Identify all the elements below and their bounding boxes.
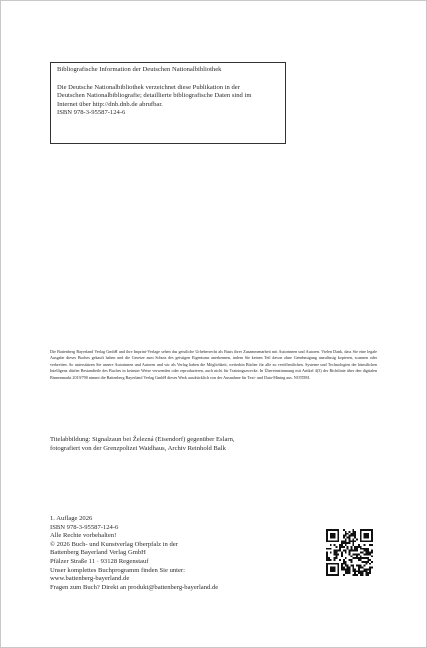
- dnb-line: Internet über http://dnb.dnb.de abrufbar.: [57, 100, 163, 108]
- rights: Alle Rechte vorbehalten!: [50, 532, 117, 540]
- imprint-block: [50, 515, 320, 592]
- publisher-address: Pfälzer Straße 11 · 93128 Regenstauf: [50, 557, 149, 565]
- qr-code-icon: [326, 529, 373, 576]
- publisher-name: Battenberg Bayerland Verlag GmbH: [50, 549, 146, 557]
- copyright-notice: Die Battenberg Bayerland Verlag GmbH und ihre Imprint-Verlage sehen das geistliche Urheberrecht als Basis ihrer Zusammenarbeit mit Autorinnen und Autoren. Vielen Dank, dass Sie eine legale Ausgabe dieses Buches gekauft haben und die Gesetze zum Schutz des geistigen Eigentums anerkennen, indem Sie keinen Teil davon ohne Genehmigung unzulässig kopieren, scannen oder verbreiten. So unterstützen Sie unsere Autorinnen und Autoren und wir als Verlag haben die Möglichkeit, weiterhin Bücher für alle zu veröffentlichen. Systeme und Technologien der künstlichen Intelligenz dürfen Bestandteile des Buches in keinster Weise verwenden oder reproduzieren, auch nicht für Trainingszwecke. In Übereinstimmung mit Artikel 4(3) der Richtlinie über den digitalen Binnenmarkt 2019/790 nimmt die Battenberg Bayerland Verlag GmbH dieses Werk ausdrücklich von der Ausnahme für Text- und Data-Mining aus. NOTDM.: [50, 349, 377, 380]
- cover-caption: [50, 436, 380, 454]
- dnb-line: Deutschen Nationalbibliografie; detaillierte bibliografische Daten sind im: [57, 92, 252, 100]
- dnb-info-box: [50, 62, 286, 144]
- dnb-body: [57, 84, 280, 118]
- dnb-title: Bibliografische Information der Deutschen Nationalbibliothek: [57, 66, 222, 73]
- contact-email[interactable]: Fragen zum Buch? Direkt an produkt@battenberg-bayerland.de: [50, 583, 219, 591]
- catalog-note: Unser komplettes Buchprogramm finden Sie unter:: [50, 566, 185, 574]
- dnb-isbn: ISBN 978-3-95587-124-6: [57, 109, 126, 117]
- cover-caption-line: Titelabbildung: Signalzaun bei Železná (Eisendorf) gegenüber Eslarn,: [50, 436, 235, 443]
- copyright-line: © 2026 Buch- und Kunstverlag Oberpfalz in der: [50, 540, 178, 548]
- website-link[interactable]: www.battenberg-bayerland.de: [50, 575, 130, 583]
- cover-caption-line: fotografiert von der Grenzpolizei Waidhaus, Archiv Reinhold Balk: [50, 444, 226, 452]
- edition: 1. Auflage 2026: [50, 515, 93, 522]
- isbn: ISBN 978-3-95587-124-6: [50, 523, 119, 531]
- dnb-line: Die Deutsche Nationalbibliothek verzeichnet diese Publikation in der: [57, 83, 240, 91]
